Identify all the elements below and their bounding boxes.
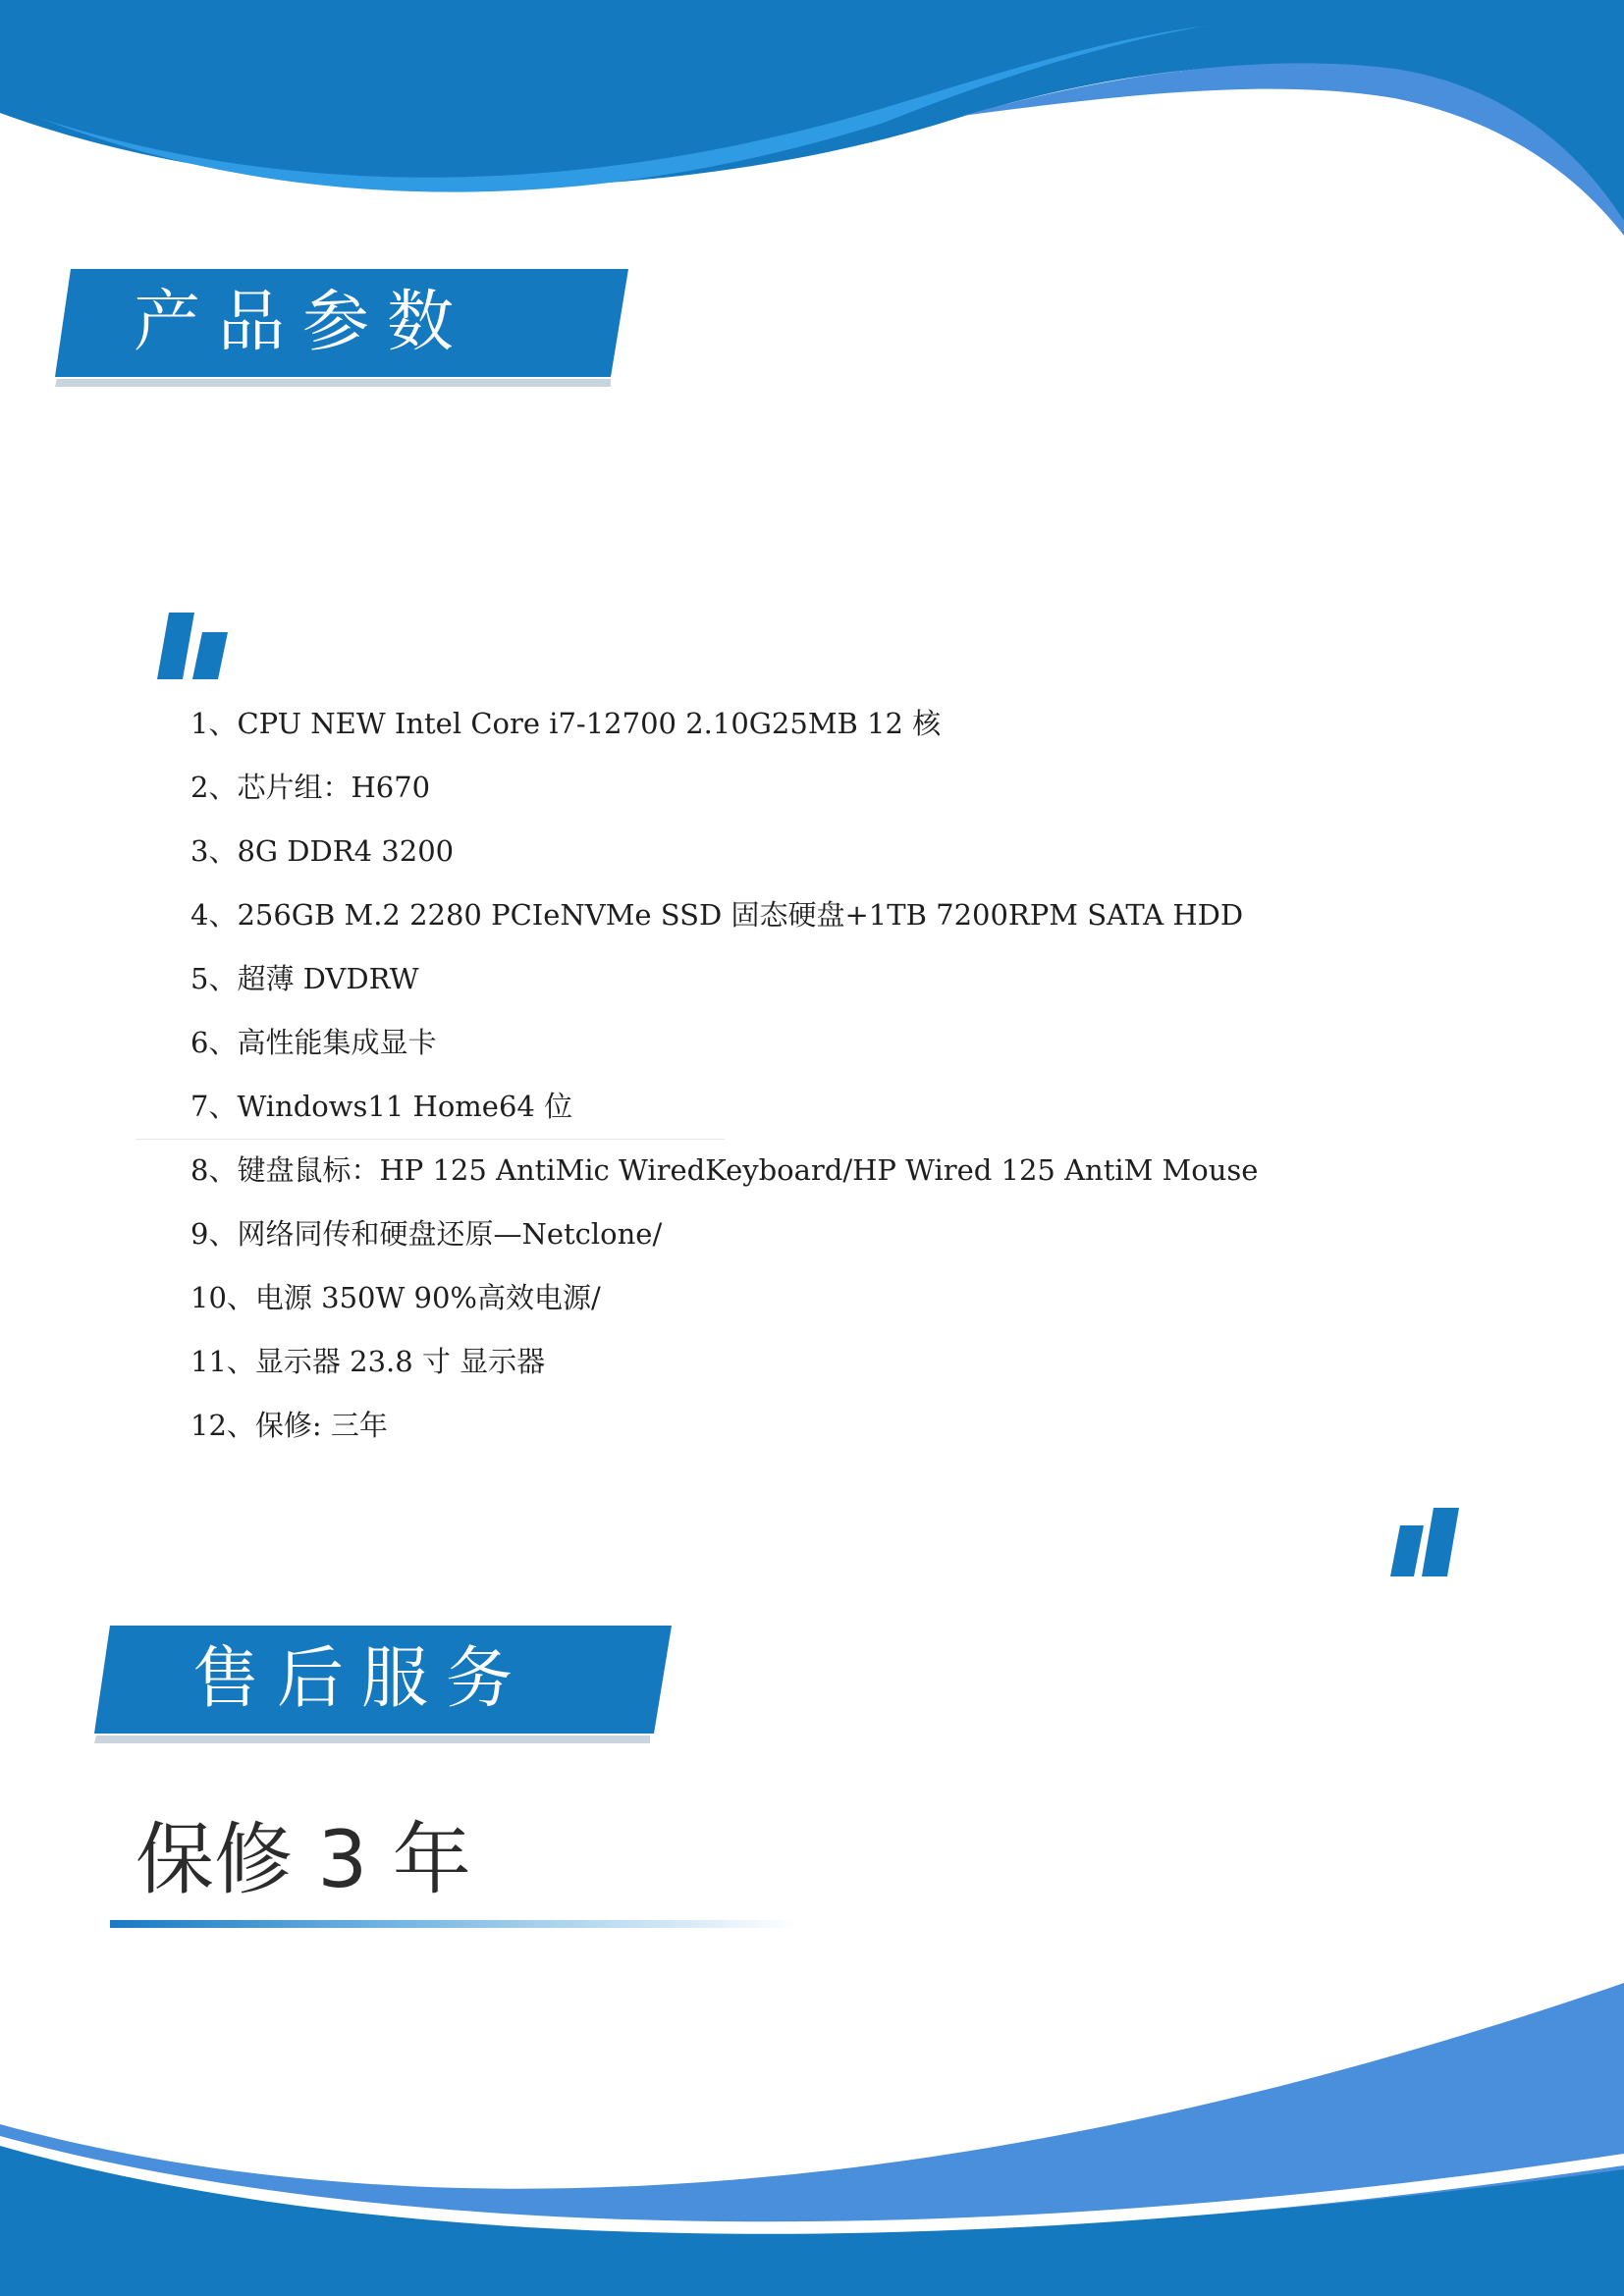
spec-item: 12、保修: 三年 <box>190 1409 388 1442</box>
spec-item: 6、高性能集成显卡 <box>190 1026 437 1059</box>
section-title: 售后服务 <box>192 1640 531 1718</box>
bottom-wave-decoration <box>0 1973 1624 2296</box>
spec-item: 7、Windows11 Home64 位 <box>190 1090 573 1123</box>
spec-item: 3、8G DDR4 3200 <box>190 834 455 868</box>
warranty-heading: 保修 3 年 <box>135 1814 471 1905</box>
warranty-underline <box>110 1920 797 1928</box>
spec-item: 2、芯片组：H670 <box>190 771 431 804</box>
spec-item: 9、网络同传和硬盘还原—Netclone/ <box>190 1217 663 1251</box>
section-banner-after-sales <box>94 1626 672 1743</box>
top-wave-decoration <box>0 0 1624 236</box>
spec-item: 10、电源 350W 90%高效电源/ <box>190 1281 601 1314</box>
slash-decoration-icon <box>1388 1506 1467 1584</box>
section-banner-product-params <box>55 269 628 387</box>
spec-item: 1、CPU NEW Intel Core i7-12700 2.10G25MB 12 核 <box>190 707 942 740</box>
section-title: 产品参数 <box>134 284 472 361</box>
spec-item: 11、显示器 23.8 寸 显示器 <box>190 1345 546 1378</box>
spec-item: 5、超薄 DVDRW <box>190 962 419 995</box>
spec-item: 4、256GB M.2 2280 PCIeNVMe SSD 固态硬盘+1TB 7200RPM SATA HDD <box>190 898 1244 932</box>
spec-list <box>190 699 1258 1465</box>
slash-decoration-icon <box>157 611 236 689</box>
spec-item: 8、键盘鼠标：HP 125 AntiMic WiredKeyboard/HP Wired 125 AntiM Mouse <box>190 1153 1259 1187</box>
divider-line <box>135 1139 725 1140</box>
